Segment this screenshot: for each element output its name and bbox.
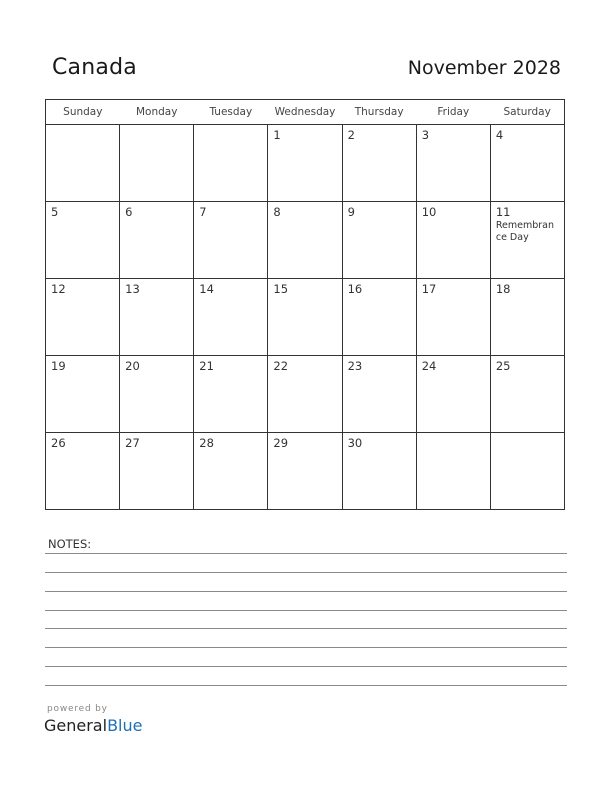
day-cell	[416, 279, 490, 356]
day-cell	[490, 356, 564, 433]
day-cell	[194, 125, 268, 202]
day-number: 16	[347, 282, 363, 296]
note-line	[45, 591, 567, 592]
day-cell	[120, 279, 194, 356]
day-number: 29	[273, 436, 289, 450]
day-cell	[490, 125, 564, 202]
calendar-grid	[45, 99, 565, 510]
day-cell	[194, 356, 268, 433]
weekday-wednesday: Wednesday	[268, 100, 342, 125]
day-number: 19	[51, 359, 66, 373]
day-cell	[416, 356, 490, 433]
day-number: 9	[347, 205, 355, 219]
day-cell	[194, 279, 268, 356]
week-row	[46, 125, 565, 202]
day-number: 6	[125, 205, 133, 219]
note-line	[45, 628, 567, 629]
day-cell	[120, 202, 194, 279]
day-cell	[46, 356, 120, 433]
day-number: 18	[495, 282, 511, 296]
day-cell	[194, 433, 268, 510]
day-number: 17	[421, 282, 437, 296]
day-number: 5	[51, 205, 59, 219]
weekday-header-row	[46, 100, 565, 125]
day-cell	[268, 279, 342, 356]
day-cell	[268, 356, 342, 433]
day-number: 13	[125, 282, 140, 296]
day-number: 4	[495, 128, 504, 142]
brand-name-general: General	[44, 716, 108, 735]
day-number: 25	[495, 359, 511, 373]
day-number: 22	[273, 359, 289, 373]
day-cell	[342, 356, 416, 433]
day-number: 8	[273, 205, 281, 219]
note-line	[45, 553, 567, 554]
note-line	[45, 685, 567, 686]
day-cell	[46, 433, 120, 510]
day-number: 15	[273, 282, 289, 296]
day-cell	[416, 433, 490, 510]
brand-name-blue: Blue	[107, 716, 143, 735]
weekday-tuesday: Tuesday	[194, 100, 268, 125]
weekday-monday: Monday	[120, 100, 194, 125]
notes-label: NOTES:	[48, 537, 92, 551]
weekday-thursday: Thursday	[342, 100, 416, 125]
day-number: 10	[421, 205, 437, 219]
powered-by-text: powered by	[47, 704, 108, 714]
day-cell	[46, 279, 120, 356]
day-number: 11	[495, 205, 511, 219]
day-cell	[46, 202, 120, 279]
day-number: 30	[347, 436, 363, 450]
day-cell	[46, 125, 120, 202]
day-cell	[416, 125, 490, 202]
day-number: 27	[125, 436, 140, 450]
weekday-sunday: Sunday	[46, 100, 120, 125]
day-cell	[194, 202, 268, 279]
week-row	[46, 356, 565, 433]
day-cell	[490, 433, 564, 510]
day-number: 14	[199, 282, 214, 296]
weekday-friday: Friday	[416, 100, 490, 125]
week-row	[46, 279, 565, 356]
country-title: Canada	[52, 55, 137, 80]
day-number: 7	[199, 205, 207, 219]
month-year-title: November 2028	[407, 57, 561, 79]
day-cell	[268, 202, 342, 279]
day-number: 1	[273, 128, 281, 142]
day-number: 3	[421, 128, 430, 142]
note-line	[45, 647, 567, 648]
day-cell	[490, 202, 564, 279]
day-cell	[120, 356, 194, 433]
note-line	[45, 666, 567, 667]
day-number: 28	[199, 436, 214, 450]
day-cell	[120, 125, 194, 202]
day-cell	[490, 279, 564, 356]
day-cell	[342, 279, 416, 356]
brand-logo	[44, 716, 142, 735]
day-cell	[342, 202, 416, 279]
day-number: 24	[421, 359, 437, 373]
day-cell	[416, 202, 490, 279]
day-number: 26	[51, 436, 66, 450]
note-line	[45, 572, 567, 573]
day-cell	[268, 433, 342, 510]
note-line	[45, 610, 567, 611]
day-cell	[342, 433, 416, 510]
week-row	[46, 433, 565, 510]
day-cell	[342, 125, 416, 202]
day-cell	[268, 125, 342, 202]
holiday-label: Remembrance Day	[495, 220, 554, 243]
day-number: 20	[125, 359, 140, 373]
day-cell	[120, 433, 194, 510]
day-number: 12	[51, 282, 66, 296]
day-number: 2	[347, 128, 355, 142]
day-number: 21	[199, 359, 214, 373]
week-row	[46, 202, 565, 279]
weekday-saturday: Saturday	[490, 100, 564, 125]
day-number: 23	[347, 359, 363, 373]
